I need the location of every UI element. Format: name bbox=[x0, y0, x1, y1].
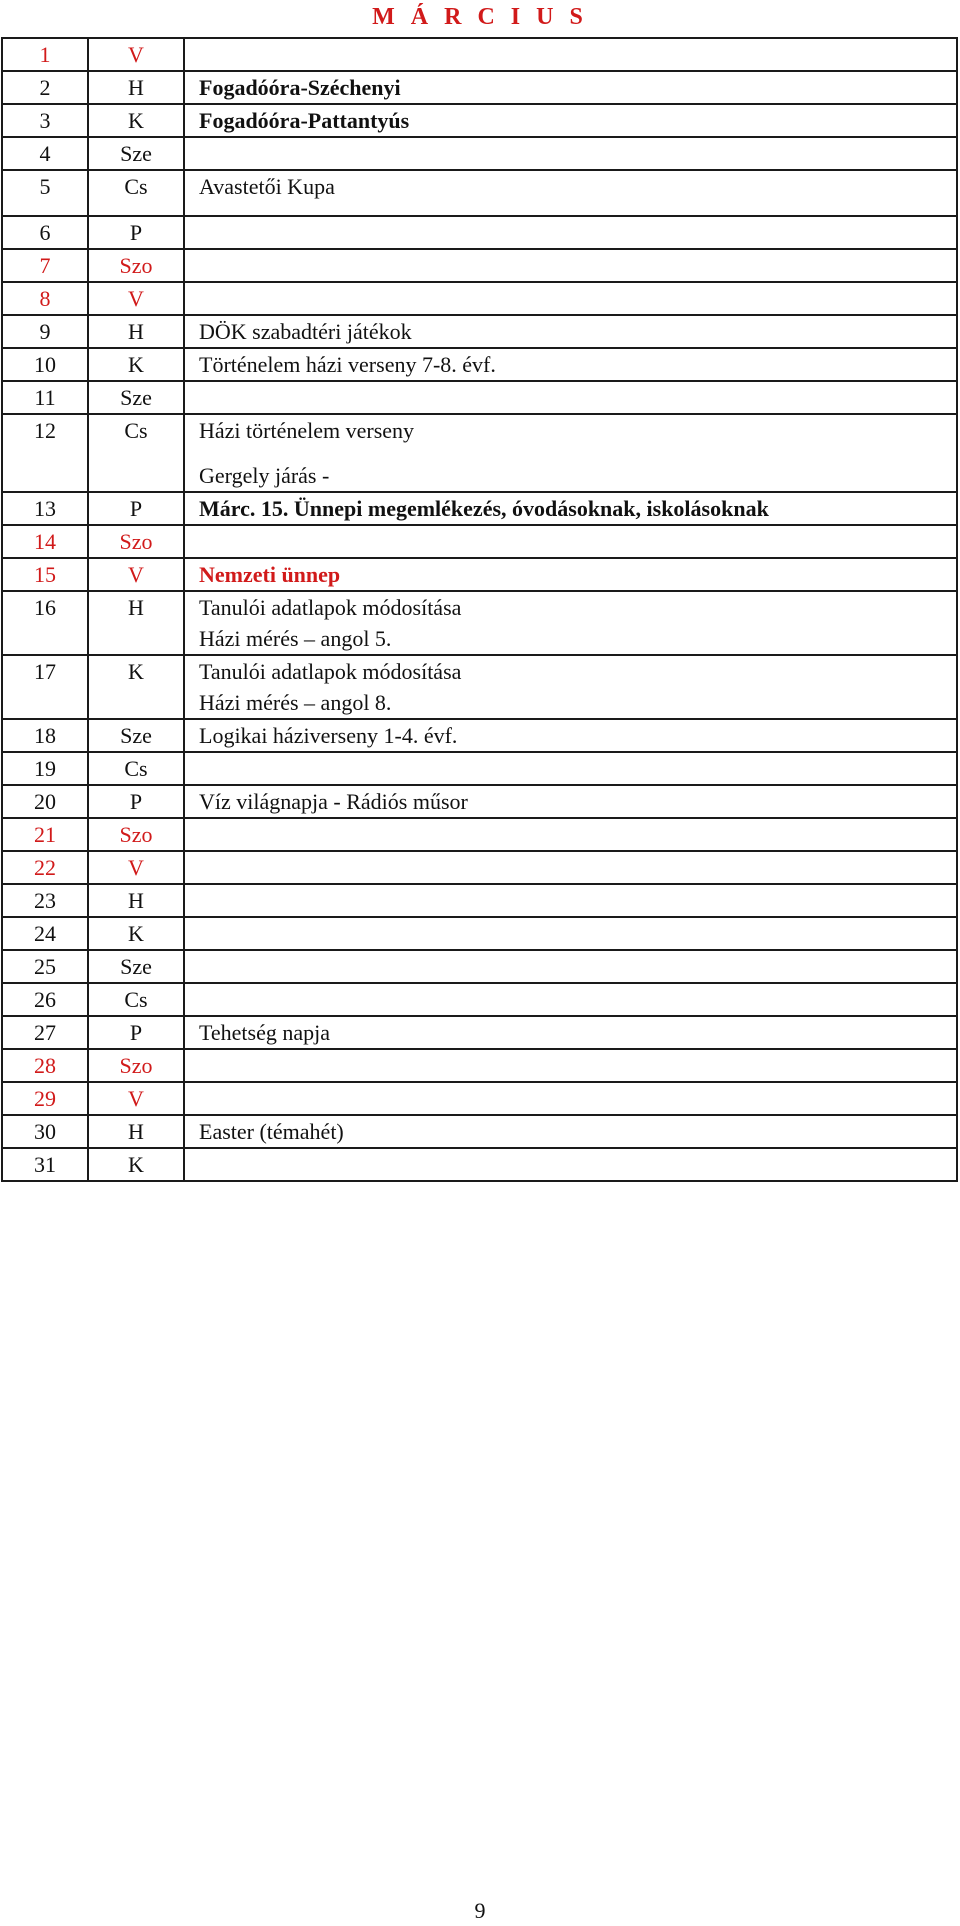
day-number: 14 bbox=[2, 525, 88, 558]
day-of-week: Szo bbox=[88, 249, 184, 282]
day-number: 21 bbox=[2, 818, 88, 851]
month-title: M Á R C I U S bbox=[372, 4, 588, 30]
event-cell bbox=[184, 315, 957, 348]
event-text: Házi mérés – angol 5. bbox=[199, 626, 392, 651]
event-cell bbox=[184, 1016, 957, 1049]
day-number: 7 bbox=[2, 249, 88, 282]
day-of-week: V bbox=[88, 282, 184, 315]
event-cell bbox=[184, 917, 957, 950]
calendar-row bbox=[2, 71, 957, 104]
calendar-row bbox=[2, 1049, 957, 1082]
calendar-row bbox=[2, 719, 957, 752]
event-text: Fogadóóra-Pattantyús bbox=[199, 108, 410, 133]
day-number: 5 bbox=[2, 170, 88, 216]
day-number: 16 bbox=[2, 591, 88, 655]
day-of-week: H bbox=[88, 591, 184, 655]
day-of-week: H bbox=[88, 1115, 184, 1148]
event-text: Házi mérés – angol 8. bbox=[199, 690, 392, 715]
calendar-row bbox=[2, 414, 957, 492]
event-text: Történelem házi verseny 7-8. évf. bbox=[199, 352, 496, 377]
event-cell bbox=[184, 525, 957, 558]
calendar-row bbox=[2, 983, 957, 1016]
calendar-row bbox=[2, 525, 957, 558]
day-of-week: Sze bbox=[88, 719, 184, 752]
event-cell bbox=[184, 71, 957, 104]
calendar-row bbox=[2, 492, 957, 525]
event-text: Nemzeti ünnep bbox=[199, 562, 341, 587]
day-of-week: Szo bbox=[88, 1049, 184, 1082]
calendar-row bbox=[2, 170, 957, 216]
event-cell bbox=[184, 1082, 957, 1115]
event-cell bbox=[184, 851, 957, 884]
day-number: 12 bbox=[2, 414, 88, 492]
event-cell bbox=[184, 249, 957, 282]
event-text: Tanulói adatlapok módosítása bbox=[199, 595, 462, 620]
day-number: 15 bbox=[2, 558, 88, 591]
day-number: 29 bbox=[2, 1082, 88, 1115]
day-number: 8 bbox=[2, 282, 88, 315]
day-number: 23 bbox=[2, 884, 88, 917]
calendar-row bbox=[2, 1115, 957, 1148]
event-cell bbox=[184, 1049, 957, 1082]
day-of-week: Cs bbox=[88, 414, 184, 492]
day-of-week: V bbox=[88, 38, 184, 71]
day-of-week: Szo bbox=[88, 818, 184, 851]
day-of-week: K bbox=[88, 1148, 184, 1181]
day-of-week: H bbox=[88, 71, 184, 104]
calendar-row bbox=[2, 38, 957, 71]
event-cell bbox=[184, 983, 957, 1016]
day-number: 30 bbox=[2, 1115, 88, 1148]
event-cell bbox=[184, 137, 957, 170]
day-number: 27 bbox=[2, 1016, 88, 1049]
day-number: 19 bbox=[2, 752, 88, 785]
day-of-week: K bbox=[88, 104, 184, 137]
calendar-table bbox=[1, 37, 958, 1182]
event-text: Logikai háziverseny 1-4. évf. bbox=[199, 723, 458, 748]
day-number: 11 bbox=[2, 381, 88, 414]
day-number: 10 bbox=[2, 348, 88, 381]
calendar-row bbox=[2, 785, 957, 818]
event-text: Víz világnapja - Rádiós műsor bbox=[199, 789, 468, 814]
calendar-row bbox=[2, 1148, 957, 1181]
event-cell bbox=[184, 38, 957, 71]
calendar-body bbox=[2, 38, 957, 1181]
calendar-row bbox=[2, 591, 957, 655]
day-number: 31 bbox=[2, 1148, 88, 1181]
calendar-row bbox=[2, 655, 957, 719]
event-cell bbox=[184, 785, 957, 818]
event-cell bbox=[184, 558, 957, 591]
calendar-row bbox=[2, 752, 957, 785]
day-of-week: V bbox=[88, 1082, 184, 1115]
calendar-row bbox=[2, 216, 957, 249]
event-cell bbox=[184, 884, 957, 917]
event-cell bbox=[184, 216, 957, 249]
calendar-row bbox=[2, 282, 957, 315]
event-cell bbox=[184, 492, 957, 525]
calendar-row bbox=[2, 137, 957, 170]
event-cell bbox=[184, 381, 957, 414]
day-of-week: P bbox=[88, 216, 184, 249]
calendar-row bbox=[2, 558, 957, 591]
event-cell bbox=[184, 752, 957, 785]
event-text: Tehetség napja bbox=[199, 1020, 331, 1045]
event-cell bbox=[184, 1148, 957, 1181]
event-cell bbox=[184, 950, 957, 983]
day-of-week: Cs bbox=[88, 983, 184, 1016]
event-cell bbox=[184, 104, 957, 137]
calendar-row bbox=[2, 1082, 957, 1115]
calendar-row bbox=[2, 249, 957, 282]
day-number: 20 bbox=[2, 785, 88, 818]
event-cell bbox=[184, 1115, 957, 1148]
event-cell bbox=[184, 818, 957, 851]
day-of-week: V bbox=[88, 558, 184, 591]
event-text: DÖK szabadtéri játékok bbox=[199, 319, 412, 344]
day-of-week: Sze bbox=[88, 381, 184, 414]
day-of-week: H bbox=[88, 884, 184, 917]
day-number: 2 bbox=[2, 71, 88, 104]
calendar-row bbox=[2, 381, 957, 414]
day-of-week: Sze bbox=[88, 137, 184, 170]
event-text: Avastetői Kupa bbox=[199, 174, 335, 199]
event-cell bbox=[184, 655, 957, 719]
calendar-row bbox=[2, 348, 957, 381]
page-number: 9 bbox=[474, 1898, 486, 1923]
calendar-row bbox=[2, 851, 957, 884]
day-of-week: P bbox=[88, 785, 184, 818]
day-number: 18 bbox=[2, 719, 88, 752]
day-of-week: K bbox=[88, 917, 184, 950]
event-text: Gergely járás - bbox=[199, 463, 330, 488]
day-number: 3 bbox=[2, 104, 88, 137]
day-number: 6 bbox=[2, 216, 88, 249]
event-cell bbox=[184, 282, 957, 315]
day-of-week: Szo bbox=[88, 525, 184, 558]
calendar-row bbox=[2, 818, 957, 851]
day-of-week: P bbox=[88, 492, 184, 525]
day-of-week: K bbox=[88, 348, 184, 381]
day-number: 26 bbox=[2, 983, 88, 1016]
event-cell bbox=[184, 170, 957, 216]
event-text: Easter (témahét) bbox=[199, 1119, 344, 1144]
event-text: Házi történelem verseny bbox=[199, 418, 415, 443]
event-cell bbox=[184, 348, 957, 381]
day-number: 4 bbox=[2, 137, 88, 170]
event-text: Fogadóóra-Széchenyi bbox=[199, 75, 401, 100]
calendar-row bbox=[2, 1016, 957, 1049]
day-number: 24 bbox=[2, 917, 88, 950]
event-cell bbox=[184, 591, 957, 655]
day-number: 1 bbox=[2, 38, 88, 71]
day-number: 13 bbox=[2, 492, 88, 525]
day-number: 17 bbox=[2, 655, 88, 719]
day-number: 25 bbox=[2, 950, 88, 983]
day-of-week: Cs bbox=[88, 752, 184, 785]
day-of-week: H bbox=[88, 315, 184, 348]
event-cell bbox=[184, 414, 957, 492]
day-of-week: Cs bbox=[88, 170, 184, 216]
day-number: 22 bbox=[2, 851, 88, 884]
day-of-week: V bbox=[88, 851, 184, 884]
calendar-row bbox=[2, 917, 957, 950]
calendar-row bbox=[2, 950, 957, 983]
calendar-row bbox=[2, 104, 957, 137]
calendar-row bbox=[2, 315, 957, 348]
day-of-week: P bbox=[88, 1016, 184, 1049]
calendar-row bbox=[2, 884, 957, 917]
day-number: 9 bbox=[2, 315, 88, 348]
event-text: Márc. 15. Ünnepi megemlékezés, óvodásoknak, iskolásoknak bbox=[199, 496, 769, 521]
day-number: 28 bbox=[2, 1049, 88, 1082]
event-text: Tanulói adatlapok módosítása bbox=[199, 659, 462, 684]
event-cell bbox=[184, 719, 957, 752]
day-of-week: K bbox=[88, 655, 184, 719]
day-of-week: Sze bbox=[88, 950, 184, 983]
